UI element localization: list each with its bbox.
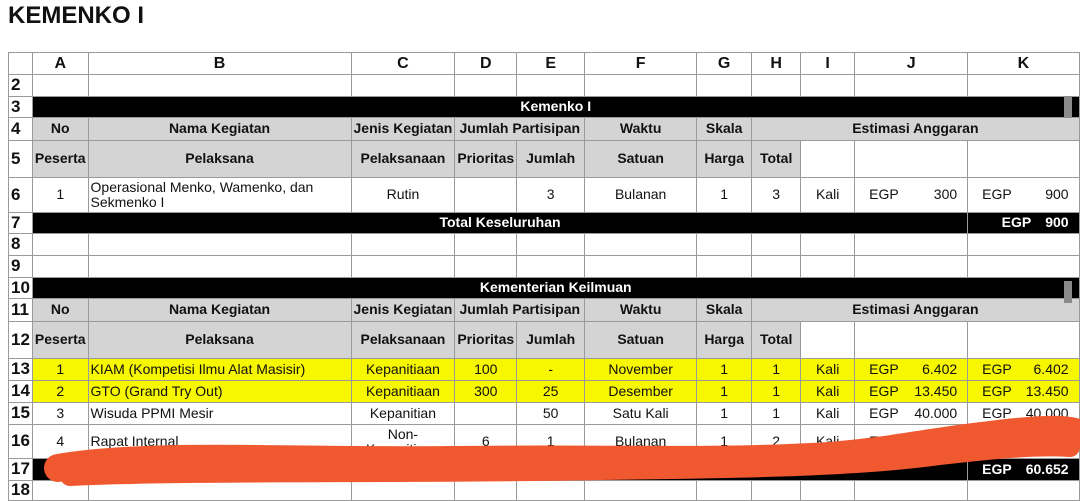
- cell[interactable]: [517, 256, 585, 278]
- cell[interactable]: [855, 141, 968, 178]
- table-row: [9, 359, 1080, 381]
- cell-harga[interactable]: 1: [697, 178, 752, 213]
- row-header[interactable]: 8: [9, 234, 33, 256]
- currency-label: EGP: [869, 404, 899, 421]
- cell[interactable]: [585, 234, 697, 256]
- cell[interactable]: [32, 481, 88, 501]
- section-title-row: [9, 278, 1080, 299]
- table-row: [9, 178, 1080, 213]
- cell[interactable]: [455, 234, 517, 256]
- column-header-b[interactable]: B: [88, 53, 351, 75]
- cell[interactable]: [455, 481, 517, 501]
- scroll-marker[interactable]: [1064, 96, 1072, 118]
- cell[interactable]: [855, 75, 968, 97]
- header-estimasi-anggaran[interactable]: Estimasi Anggaran: [752, 118, 1079, 141]
- header-estimasi-anggaran[interactable]: Estimasi Anggaran: [752, 299, 1079, 322]
- column-header-f[interactable]: F: [585, 53, 697, 75]
- cell[interactable]: [968, 256, 1079, 278]
- amount: 900: [1045, 186, 1069, 203]
- cell-kali[interactable]: Kali: [801, 425, 855, 459]
- amount: 6.402: [1033, 360, 1069, 377]
- header-harga[interactable]: Harga: [697, 141, 752, 178]
- cell-harga[interactable]: 1: [697, 425, 752, 459]
- currency-label: EGP: [982, 382, 1012, 399]
- currency-label: EGP: [869, 186, 899, 203]
- row-header[interactable]: 6: [9, 178, 33, 213]
- header-jumlah[interactable]: Jumlah: [517, 141, 585, 178]
- header-peserta[interactable]: Peserta: [32, 322, 88, 359]
- cell-satuan[interactable]: November: [585, 359, 697, 381]
- sheet-row: [9, 234, 1080, 256]
- row-header[interactable]: 9: [9, 256, 33, 278]
- cell-jenis[interactable]: Non-Kepanitiaan: [351, 425, 455, 459]
- table-row: [9, 381, 1080, 403]
- cell-total-egp[interactable]: [968, 425, 1079, 459]
- row-header[interactable]: 3: [9, 97, 33, 118]
- amount: 60.652: [1025, 460, 1069, 477]
- cell[interactable]: [585, 256, 697, 278]
- header-skala[interactable]: Skala: [697, 299, 752, 322]
- cell-no[interactable]: 3: [32, 403, 88, 425]
- cell[interactable]: [855, 322, 968, 359]
- currency-label: EGP: [982, 360, 1012, 377]
- column-header-row: [9, 53, 1080, 75]
- cell-harga-egp[interactable]: [855, 359, 968, 381]
- cell-nama-kegiatan[interactable]: Wisuda PPMI Mesir: [88, 403, 351, 425]
- cell[interactable]: [351, 481, 455, 501]
- cell-total[interactable]: 1: [752, 359, 801, 381]
- cell-nama-kegiatan[interactable]: KIAM (Kompetisi Ilmu Alat Masisir): [88, 359, 351, 381]
- cell-no[interactable]: 4: [32, 425, 88, 459]
- cell[interactable]: [517, 234, 585, 256]
- cell-harga-egp[interactable]: [855, 381, 968, 403]
- total-keseluruhan-label[interactable]: Total Keseluruhan: [32, 213, 967, 234]
- cell[interactable]: [88, 256, 351, 278]
- cell[interactable]: [801, 322, 855, 359]
- amount: 13.450: [914, 382, 958, 399]
- cell-jumlah[interactable]: 1: [517, 425, 585, 459]
- cell-nama-kegiatan[interactable]: Rapat Internal: [88, 425, 351, 459]
- row-header[interactable]: 7: [9, 213, 33, 234]
- cell[interactable]: [351, 234, 455, 256]
- cell[interactable]: [801, 75, 855, 97]
- row-header[interactable]: 4: [9, 118, 33, 141]
- cell-prioritas[interactable]: [455, 403, 517, 425]
- total-label-redacted[interactable]: [32, 459, 967, 481]
- cell[interactable]: [88, 75, 351, 97]
- row-header[interactable]: 5: [9, 141, 33, 178]
- row-header[interactable]: 18: [9, 481, 33, 501]
- cell-jumlah[interactable]: -: [517, 359, 585, 381]
- cell-no[interactable]: 2: [32, 381, 88, 403]
- cell-jumlah[interactable]: 25: [517, 381, 585, 403]
- cell-satuan[interactable]: Bulanan: [585, 425, 697, 459]
- cell-no[interactable]: 1: [32, 359, 88, 381]
- table-header-row: [9, 118, 1080, 141]
- column-header-d[interactable]: D: [455, 53, 517, 75]
- table-header-row: [9, 299, 1080, 322]
- row-header[interactable]: 2: [9, 75, 33, 97]
- total-row: [9, 459, 1080, 481]
- cell[interactable]: [517, 481, 585, 501]
- currency-label: EG: [869, 432, 890, 449]
- currency-label: EGP: [1001, 214, 1032, 231]
- column-header-h[interactable]: H: [752, 53, 801, 75]
- cell[interactable]: [697, 234, 752, 256]
- page-title: KEMENKO I: [8, 2, 145, 29]
- spreadsheet: [8, 52, 1080, 501]
- currency-label: EGP: [982, 404, 1012, 421]
- row-header[interactable]: 12: [9, 322, 33, 359]
- cell-harga[interactable]: 1: [697, 381, 752, 403]
- cell-kali[interactable]: Kali: [801, 403, 855, 425]
- header-peserta[interactable]: Peserta: [32, 141, 88, 178]
- section-title-keilmuan[interactable]: Kementerian Keilmuan: [32, 278, 1079, 299]
- cell-jenis[interactable]: Kepanitiaan: [351, 359, 455, 381]
- currency-label: EGP: [982, 186, 1012, 203]
- row-header[interactable]: 16: [9, 425, 33, 459]
- column-header-e[interactable]: E: [517, 53, 585, 75]
- amount: 13.450: [1025, 382, 1069, 399]
- header-no[interactable]: No: [32, 299, 88, 322]
- cell-prioritas[interactable]: [455, 178, 517, 213]
- currency-label: EGP: [869, 360, 899, 377]
- cell-jumlah[interactable]: 3: [517, 178, 585, 213]
- cell[interactable]: [968, 322, 1079, 359]
- row-header[interactable]: 15: [9, 403, 33, 425]
- cell-kali[interactable]: Kali: [801, 178, 855, 213]
- cell-harga-egp[interactable]: [855, 425, 968, 459]
- cell-total-egp[interactable]: [968, 178, 1079, 213]
- cell-jumlah[interactable]: 50: [517, 403, 585, 425]
- cell[interactable]: [88, 234, 351, 256]
- total-keseluruhan-value[interactable]: [968, 459, 1079, 481]
- cell[interactable]: [752, 481, 801, 501]
- header-no[interactable]: No: [32, 118, 88, 141]
- sheet-row: [9, 481, 1080, 501]
- column-header-j[interactable]: J: [855, 53, 968, 75]
- cell-harga-egp[interactable]: [855, 403, 968, 425]
- cell-jenis[interactable]: Rutin: [351, 178, 455, 213]
- header-pelaksanaan[interactable]: Pelaksanaan: [351, 322, 455, 359]
- cell[interactable]: [855, 481, 968, 501]
- section-title-row: [9, 97, 1080, 118]
- cell-satuan[interactable]: Bulanan: [585, 178, 697, 213]
- column-header-c[interactable]: C: [351, 53, 455, 75]
- cell[interactable]: [752, 256, 801, 278]
- header-jenis-kegiatan[interactable]: Jenis Kegiatan: [351, 299, 455, 322]
- cell[interactable]: [351, 256, 455, 278]
- cell[interactable]: [351, 75, 455, 97]
- cell-satuan[interactable]: Satu Kali: [585, 403, 697, 425]
- header-jenis-kegiatan[interactable]: Jenis Kegiatan: [351, 118, 455, 141]
- cell[interactable]: [801, 141, 855, 178]
- cell[interactable]: [752, 234, 801, 256]
- cell-total-egp[interactable]: [968, 359, 1079, 381]
- corner-cell[interactable]: [9, 53, 33, 75]
- total-row: [9, 213, 1080, 234]
- budget-table: [8, 52, 1080, 501]
- cell-harga[interactable]: 1: [697, 359, 752, 381]
- cell[interactable]: [968, 141, 1079, 178]
- cell[interactable]: [968, 234, 1079, 256]
- cell[interactable]: [32, 75, 88, 97]
- cell[interactable]: [801, 234, 855, 256]
- row-header[interactable]: 17: [9, 459, 33, 481]
- row-header[interactable]: 13: [9, 359, 33, 381]
- cell[interactable]: [801, 481, 855, 501]
- cell[interactable]: [585, 75, 697, 97]
- column-header-a[interactable]: A: [32, 53, 88, 75]
- header-pelaksana[interactable]: Pelaksana: [88, 141, 351, 178]
- row-header[interactable]: 10: [9, 278, 33, 299]
- cell-kali[interactable]: Kali: [801, 359, 855, 381]
- header-waktu[interactable]: Waktu: [585, 118, 697, 141]
- cell-prioritas[interactable]: 100: [455, 359, 517, 381]
- column-header-g[interactable]: G: [697, 53, 752, 75]
- cell-harga[interactable]: 1: [697, 403, 752, 425]
- cell-jenis[interactable]: Kepanitian: [351, 403, 455, 425]
- cell-total[interactable]: 1: [752, 403, 801, 425]
- currency-label: EGP: [869, 382, 899, 399]
- cell-total[interactable]: 2: [752, 425, 801, 459]
- cell[interactable]: [517, 75, 585, 97]
- cell-harga-egp[interactable]: [855, 178, 968, 213]
- cell[interactable]: [752, 75, 801, 97]
- cell-prioritas[interactable]: 300: [455, 381, 517, 403]
- header-jumlah-partisipan[interactable]: Jumlah Partisipan: [455, 118, 585, 141]
- column-header-k[interactable]: K: [968, 53, 1079, 75]
- cell[interactable]: [968, 481, 1079, 501]
- cell-total[interactable]: 1: [752, 381, 801, 403]
- cell-total-egp[interactable]: [968, 403, 1079, 425]
- cell[interactable]: [697, 256, 752, 278]
- scroll-marker[interactable]: [1064, 281, 1072, 303]
- cell[interactable]: [697, 75, 752, 97]
- total-keseluruhan-value[interactable]: [968, 213, 1079, 234]
- cell[interactable]: [32, 234, 88, 256]
- header-satuan[interactable]: Satuan: [585, 141, 697, 178]
- header-nama-kegiatan[interactable]: Nama Kegiatan: [88, 118, 351, 141]
- cell-kali[interactable]: Kali: [801, 381, 855, 403]
- header-waktu[interactable]: Waktu: [585, 299, 697, 322]
- cell-satuan[interactable]: Desember: [585, 381, 697, 403]
- amount: 900: [1045, 214, 1069, 231]
- header-jumlah[interactable]: Jumlah: [517, 322, 585, 359]
- cell-nama-kegiatan[interactable]: GTO (Grand Try Out): [88, 381, 351, 403]
- cell[interactable]: [968, 75, 1079, 97]
- sheet-row: [9, 75, 1080, 97]
- header-harga[interactable]: Harga: [697, 322, 752, 359]
- header-satuan[interactable]: Satuan: [585, 322, 697, 359]
- header-jumlah-partisipan[interactable]: Jumlah Partisipan: [455, 299, 585, 322]
- cell-nama-kegiatan[interactable]: Operasional Menko, Wamenko, dan Sekmenko I: [88, 178, 351, 213]
- cell[interactable]: [88, 481, 351, 501]
- amount: 6.402: [922, 360, 958, 377]
- section-title-kemenko[interactable]: Kemenko I: [32, 97, 1079, 118]
- header-pelaksana[interactable]: Pelaksana: [88, 322, 351, 359]
- row-header[interactable]: 11: [9, 299, 33, 322]
- cell-no[interactable]: 1: [32, 178, 88, 213]
- cell-jenis[interactable]: Kepanitiaan: [351, 381, 455, 403]
- table-subheader-row: [9, 141, 1080, 178]
- cell[interactable]: [855, 234, 968, 256]
- header-skala[interactable]: Skala: [697, 118, 752, 141]
- amount: 40.000: [914, 404, 958, 421]
- header-pelaksanaan[interactable]: Pelaksanaan: [351, 141, 455, 178]
- header-nama-kegiatan[interactable]: Nama Kegiatan: [88, 299, 351, 322]
- currency-label: EGP: [982, 460, 1012, 477]
- amount: 300: [933, 186, 958, 203]
- sheet-row: [9, 256, 1080, 278]
- table-row: [9, 425, 1080, 459]
- cell[interactable]: [455, 256, 517, 278]
- cell-prioritas[interactable]: 6: [455, 425, 517, 459]
- cell[interactable]: [697, 481, 752, 501]
- cell[interactable]: [801, 256, 855, 278]
- cell[interactable]: [585, 481, 697, 501]
- cell[interactable]: [32, 256, 88, 278]
- table-subheader-row: [9, 322, 1080, 359]
- amount: 40.000: [1025, 404, 1069, 421]
- table-row: [9, 403, 1080, 425]
- header-prioritas[interactable]: Prioritas: [455, 322, 517, 359]
- header-total[interactable]: Total: [752, 141, 801, 178]
- header-prioritas[interactable]: Prioritas: [455, 141, 517, 178]
- cell[interactable]: [855, 256, 968, 278]
- header-total[interactable]: Total: [752, 322, 801, 359]
- cell-total[interactable]: 3: [752, 178, 801, 213]
- column-header-i[interactable]: I: [801, 53, 855, 75]
- cell-total-egp[interactable]: [968, 381, 1079, 403]
- cell[interactable]: [455, 75, 517, 97]
- row-header[interactable]: 14: [9, 381, 33, 403]
